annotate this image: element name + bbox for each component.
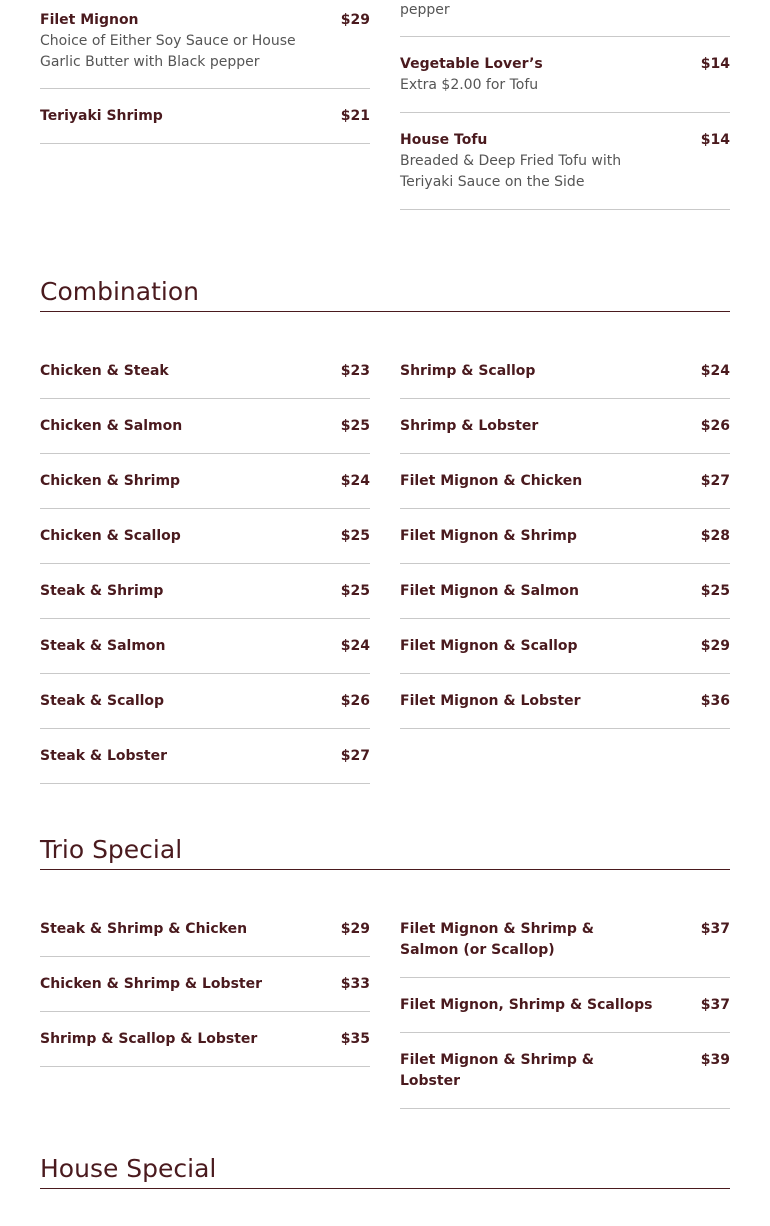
- item-price: $29: [340, 12, 370, 28]
- menu-item: [40, 1029, 370, 1067]
- menu-item: [400, 691, 730, 729]
- menu-item: [400, 995, 730, 1033]
- item-name: Filet Mignon & Shrimp & Salmon (or Scallop): [400, 921, 594, 958]
- item-price: $14: [700, 56, 730, 72]
- item-name: Vegetable Lover’s: [400, 56, 543, 72]
- menu-item: [40, 636, 370, 674]
- menu-item: [400, 361, 730, 399]
- menu-item: [40, 106, 370, 144]
- item-name: Shrimp & Scallop & Lobster: [40, 1031, 258, 1047]
- trio-left-column: [40, 919, 370, 1084]
- item-price: $26: [700, 418, 730, 434]
- item-price: $24: [700, 363, 730, 379]
- item-price: $25: [340, 583, 370, 599]
- item-price: $33: [340, 976, 370, 992]
- item-name: Chicken & Scallop: [40, 528, 181, 544]
- item-price: $28: [700, 528, 730, 544]
- item-price: $21: [340, 108, 370, 124]
- top-left-column: [40, 10, 370, 161]
- item-name: Chicken & Shrimp & Lobster: [40, 976, 262, 992]
- item-name: Steak & Salmon: [40, 638, 166, 654]
- item-price: $25: [340, 528, 370, 544]
- item-name: Steak & Scallop: [40, 693, 165, 709]
- item-name: Filet Mignon & Salmon: [400, 583, 579, 599]
- menu-item: [400, 130, 730, 210]
- menu-item: [40, 471, 370, 509]
- item-name: Teriyaki Shrimp: [40, 108, 163, 124]
- menu-item: [40, 919, 370, 957]
- item-price: $26: [340, 693, 370, 709]
- item-name: Filet Mignon & Shrimp: [400, 528, 577, 544]
- menu-item: [400, 581, 730, 619]
- item-name: Filet Mignon, Shrimp & Scallops: [400, 997, 653, 1013]
- combination-left-column: [40, 361, 370, 801]
- item-price: $39: [700, 1052, 730, 1068]
- menu-item: [40, 361, 370, 399]
- item-price: $14: [700, 132, 730, 148]
- item-price: $36: [700, 693, 730, 709]
- menu-item: [40, 581, 370, 619]
- item-name: House Tofu: [400, 132, 488, 148]
- trio-right-column: [400, 919, 730, 1126]
- menu-item: [40, 746, 370, 784]
- menu-item: [400, 636, 730, 674]
- item-price: $25: [340, 418, 370, 434]
- item-name: Filet Mignon & Scallop: [400, 638, 578, 654]
- menu-item: [400, 471, 730, 509]
- item-price: $37: [700, 997, 730, 1013]
- menu-item: [400, 919, 730, 978]
- menu-item: [40, 691, 370, 729]
- item-name: Chicken & Steak: [40, 363, 169, 379]
- item-name: Shrimp & Scallop: [400, 363, 536, 379]
- item-name: Chicken & Shrimp: [40, 473, 181, 489]
- menu-item: [40, 526, 370, 564]
- section-title-trio-special: Trio Special: [40, 835, 730, 870]
- section-title-combination: Combination: [40, 277, 730, 312]
- menu-item: [40, 416, 370, 454]
- item-name: Steak & Lobster: [40, 748, 167, 764]
- item-price: $37: [700, 921, 730, 937]
- item-price: $24: [340, 638, 370, 654]
- top-right-column: [400, 0, 730, 227]
- item-name: Steak & Shrimp: [40, 583, 164, 599]
- menu-item: [40, 974, 370, 1012]
- item-description: Extra $2.00 for Tofu: [400, 77, 539, 93]
- menu-item: [400, 1050, 730, 1109]
- item-description: Choice of Either Soy Sauce or House Garlic Butter with Black pepper: [40, 33, 296, 70]
- item-price: $35: [340, 1031, 370, 1047]
- menu-item: [400, 526, 730, 564]
- item-name: Filet Mignon: [40, 12, 139, 28]
- menu-item: [400, 54, 730, 113]
- item-price: $27: [340, 748, 370, 764]
- item-price: $29: [340, 921, 370, 937]
- menu-item: [40, 10, 370, 89]
- combination-right-column: [400, 361, 730, 746]
- item-name: Filet Mignon & Lobster: [400, 693, 581, 709]
- item-name: Shrimp & Lobster: [400, 418, 539, 434]
- item-price: $24: [340, 473, 370, 489]
- item-name: Steak & Shrimp & Chicken: [40, 921, 248, 937]
- item-name: Chicken & Salmon: [40, 418, 183, 434]
- item-name: Filet Mignon & Chicken: [400, 473, 583, 489]
- item-name: Filet Mignon & Shrimp & Lobster: [400, 1052, 594, 1089]
- item-price: $23: [340, 363, 370, 379]
- section-title-house-special: House Special: [40, 1154, 730, 1189]
- menu-item-continued: [400, 0, 730, 37]
- item-description: pepper: [400, 2, 450, 18]
- item-price: $29: [700, 638, 730, 654]
- item-description: Breaded & Deep Fried Tofu with Teriyaki Sauce on the Side: [400, 153, 622, 190]
- item-price: $25: [700, 583, 730, 599]
- menu-item: [400, 416, 730, 454]
- item-price: $27: [700, 473, 730, 489]
